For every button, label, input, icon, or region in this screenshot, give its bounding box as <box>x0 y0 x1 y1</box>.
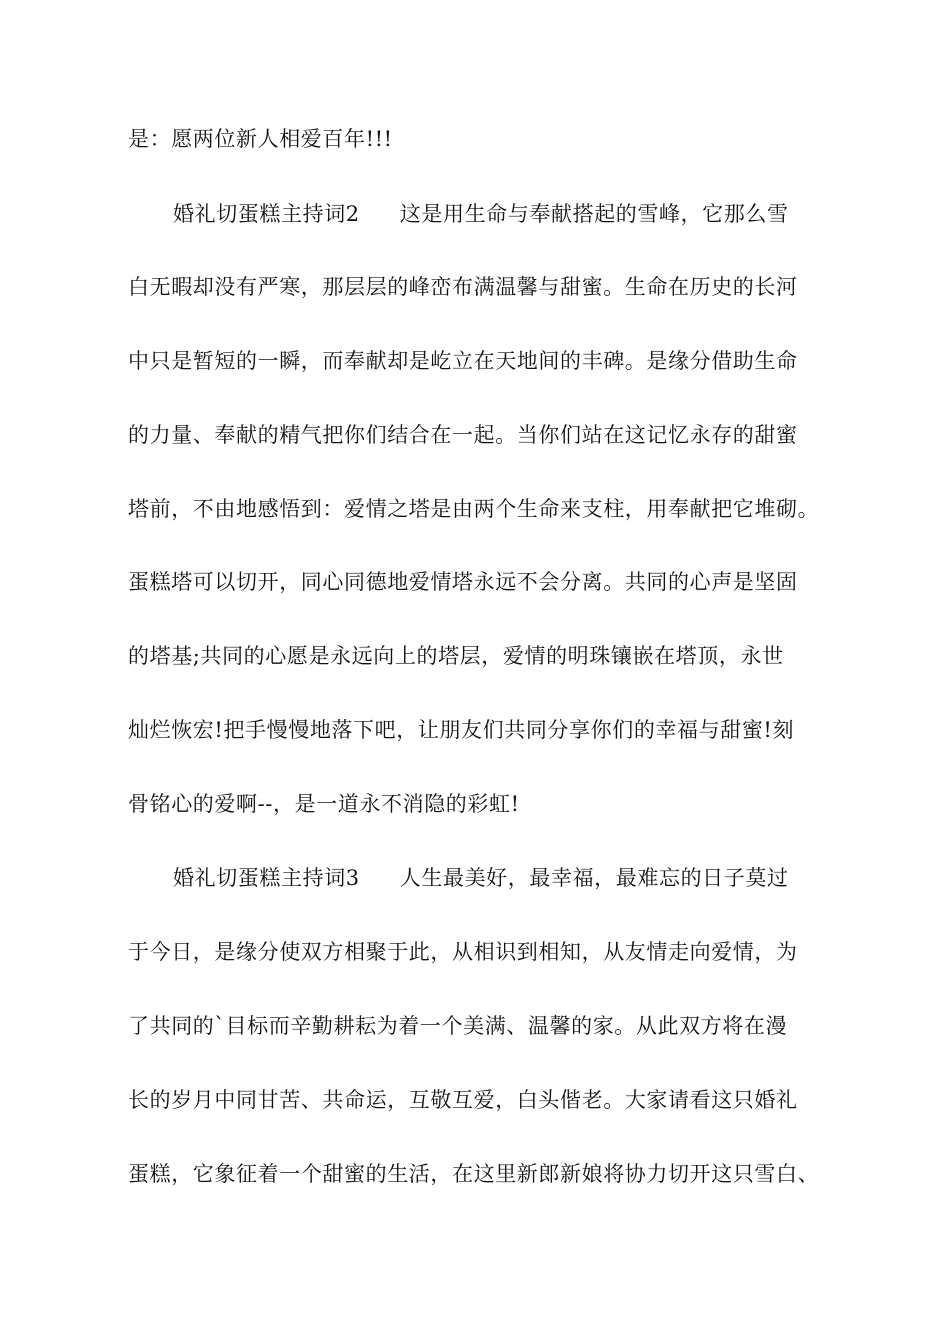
text-line: 中只是暂短的一瞬，而奉献却是屹立在天地间的丰碑。是缘分借助生命 <box>128 349 798 373</box>
text-line: 长的岁月中同甘苦、共命运，互敬互爱，白头偕老。大家请看这只婚礼 <box>128 1088 798 1112</box>
text-line: 的力量、奉献的精气把你们结合在一起。当你们站在这记忆永存的甜蜜 <box>128 423 798 447</box>
text-line: 塔前，不由地感悟到：爱情之塔是由两个生命来支柱，用奉献把它堆砌。 <box>128 497 820 521</box>
text-line: 蛋糕塔可以切开，同心同德地爱情塔永远不会分离。共同的心声是坚固 <box>128 570 798 594</box>
text-line: 是：愿两位新人相爱百年!!! <box>128 127 393 151</box>
text-line: 的塔基;共同的心愿是永远向上的塔层，爱情的明珠镶嵌在塔顶，永世 <box>128 644 784 668</box>
section-heading: 婚礼切蛋糕主持词3 <box>173 866 360 890</box>
paragraph-heading-line <box>173 200 883 228</box>
paragraph-heading-line <box>173 864 883 892</box>
section-heading: 婚礼切蛋糕主持词2 <box>173 202 360 226</box>
text-line: 白无暇却没有严寒，那层层的峰峦布满温馨与甜蜜。生命在历史的长河 <box>128 275 798 299</box>
text-line: 了共同的`目标而辛勤耕耘为着一个美满、温馨的家。从此双方将在漫 <box>128 1014 788 1038</box>
text-line: 人生最美好，最幸福，最难忘的日子莫过 <box>399 866 789 890</box>
text-line: 灿烂恢宏!把手慢慢地落下吧，让朋友们共同分享你们的幸福与甜蜜!刻 <box>128 718 795 742</box>
text-line: 蛋糕，它象征着一个甜蜜的生活，在这里新郎新娘将协力切开这只雪白、 <box>128 1162 820 1186</box>
text-line: 于今日，是缘分使双方相聚于此，从相识到相知，从友情走向爱情，为 <box>128 940 798 964</box>
text-line: 骨铭心的爱啊--，是一道永不消隐的彩虹! <box>128 792 520 816</box>
text-line: 这是用生命与奉献搭起的雪峰，它那么雪 <box>399 202 789 226</box>
